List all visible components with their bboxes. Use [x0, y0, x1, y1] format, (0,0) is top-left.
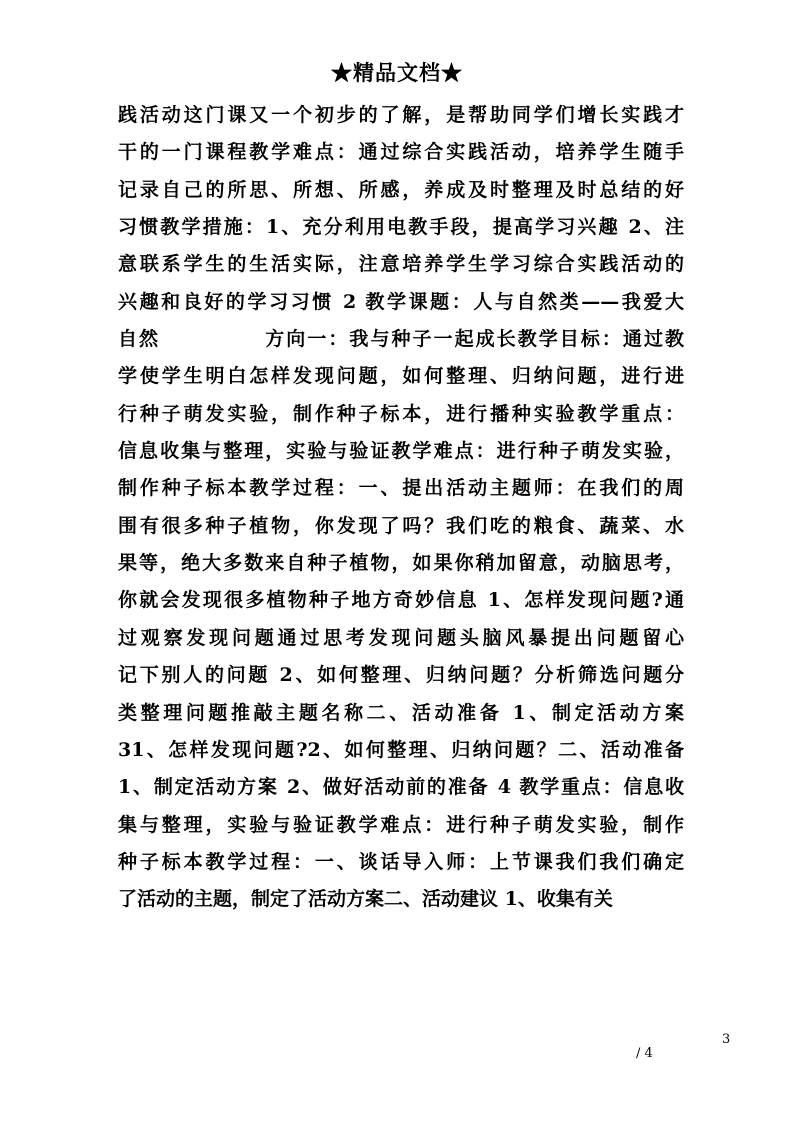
text-line: 习惯教学措施：1、充分利用电教手段，提高学习兴趣 2、注: [118, 216, 684, 239]
text-line: 记下别人的问题 2、如何整理、归纳问题？分析筛选问题分: [118, 664, 684, 687]
page-number: 3: [722, 1032, 731, 1047]
text-line: 类整理问题推敲主题名称二、活动准备 1、制定活动方案: [118, 701, 684, 724]
text-line: 过观察发现问题通过思考发现问题头脑风暴提出问题留心: [118, 626, 684, 649]
text-line: 信息收集与整理，实验与验证教学难点：进行种子萌发实验，: [118, 440, 684, 463]
text-line: 自然 方向一：我与种子一起成长教学目标：通过教: [118, 328, 684, 351]
text-line: 践活动这门课又一个初步的了解，是帮助同学们增长实践才: [118, 104, 684, 126]
text-line: 意联系学生的生活实际，注意培养学生学习综合实践活动的: [118, 253, 684, 276]
text-line: 你就会发现很多植物种子地方奇妙信息 1、怎样发现问题?通: [118, 589, 684, 612]
text-line: 制作种子标本教学过程：一、提出活动主题师：在我们的周: [118, 477, 684, 500]
text-line: 干的一门课程教学难点：通过综合实践活动，培养学生随手: [118, 141, 684, 164]
text-line: 1、制定活动方案 2、做好活动前的准备 4 教学重点：信息收: [118, 776, 684, 799]
text-line: 了活动的主题，制定了活动方案二、活动建议 1、收集有关: [118, 888, 613, 911]
text-line: 围有很多种子植物，你发现了吗？我们吃的粮食、蔬菜、水: [118, 514, 684, 537]
text-line: 集与整理，实验与验证教学难点：进行种子萌发实验，制作: [118, 813, 684, 836]
text-line: 行种子萌发实验，制作种子标本，进行播种实验教学重点：: [118, 402, 684, 425]
text-line: 果等，绝大多数来自种子植物，如果你稍加留意，动脑思考，: [118, 552, 684, 575]
text-line: 兴趣和良好的学习习惯 2 教学课题：人与自然类——我爱大: [118, 290, 684, 313]
text-line: 种子标本教学过程：一、谈话导入师：上节课我们我们确定: [118, 850, 684, 873]
text-line: 31、怎样发现问题?2、如何整理、归纳问题？二、活动准备: [118, 738, 684, 761]
document-body-text: [118, 97, 684, 919]
document-header-title: ★精品文档★: [331, 60, 463, 85]
page-total: / 4: [636, 1046, 653, 1061]
text-line: 记录自己的所思、所想、所感，养成及时整理及时总结的好: [118, 178, 684, 201]
text-line: 学使学生明白怎样发现问题，如何整理、归纳问题，进行进: [118, 365, 684, 388]
